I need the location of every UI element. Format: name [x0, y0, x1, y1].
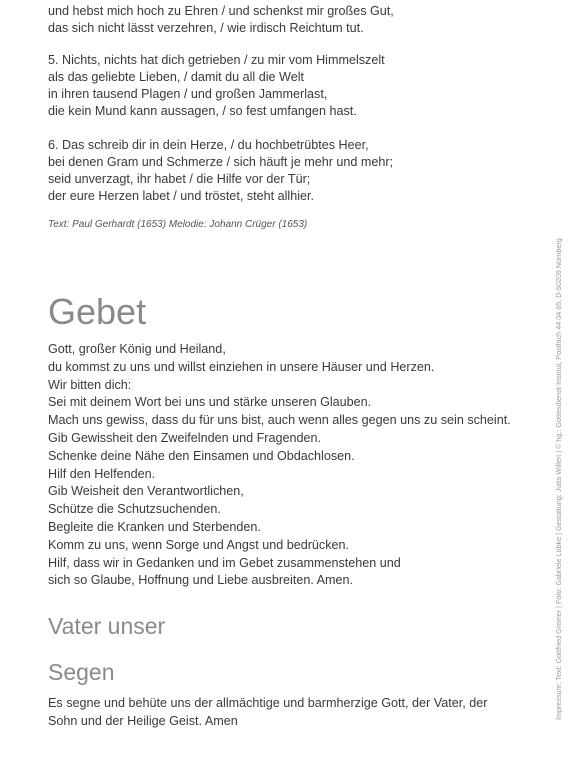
hymn-stanza-4-end — [48, 3, 394, 37]
prayer-line: Begleite die Kranken und Sterbenden. — [48, 519, 261, 534]
prayer-line: sich so Glaube, Hoffnung und Liebe ausbreiten. Amen. — [48, 573, 354, 588]
hymn-line: das sich nicht lässt verzehren, / wie irdisch Reichtum tut. — [48, 21, 364, 35]
prayer-line: Gib Weisheit den Verantwortlichen, — [48, 484, 244, 499]
hymn-line: 6. Das schreib dir in dein Herze, / du hochbetrübtes Heer, — [48, 138, 369, 152]
impressum-sidebar: Impressum: Text: Gottfried Greiner | Foto: Gabriele Lübke | Gestaltung: Jutta Willert | © hg.: Gottesdienst-Institut, Postfach 44 04 65, D-90209 Nürnberg — [554, 238, 563, 720]
prayer-line: Mach uns gewiss, dass du für uns bist, auch wenn alles gegen uns zu sein scheint. — [48, 413, 511, 428]
hymn-stanza-6 — [48, 137, 393, 205]
hymn-line: 5. Nichts, nichts hat dich getrieben / zu mir vom Himmelszelt — [48, 53, 385, 67]
hymn-line: bei denen Gram und Schmerze / sich häuft je mehr und mehr; — [48, 155, 394, 169]
hymn-credit: Text: Paul Gerhardt (1653) Melodie: Johann Crüger (1653) — [48, 219, 308, 230]
hymn-line: als das geliebte Lieben, / damit du all die Welt — [48, 70, 304, 84]
prayer-line: Schenke deine Nähe den Einsamen und Obdachlosen. — [48, 448, 355, 463]
prayer-line: Hilf den Helfenden. — [48, 466, 156, 481]
hymn-line: in ihren tausend Plagen / und großen Jammerlast, — [48, 87, 328, 101]
hymn-stanza-5 — [48, 52, 385, 120]
prayer-line: Gott, großer König und Heiland, — [48, 342, 226, 356]
prayer-line: Sei mit deinem Wort bei uns und stärke unseren Glauben. — [48, 395, 372, 410]
section-title-vater-unser: Vater unser — [48, 613, 166, 639]
prayer-line: Komm zu uns, wenn Sorge und Angst und bedrücken. — [48, 537, 350, 552]
hymn-line: seid unverzagt, ihr habet / die Hilfe vor der Tür; — [48, 172, 311, 186]
prayer-line: Wir bitten dich: — [48, 377, 132, 392]
blessing-line: Sohn und der Heilige Geist. Amen — [48, 713, 238, 728]
prayer-line: du kommst zu uns und willst einziehen in unsere Häuser und Herzen. — [48, 359, 435, 374]
blessing-text — [48, 695, 487, 730]
section-title-segen: Segen — [48, 659, 115, 685]
hymn-line: die kein Mund kann aussagen, / so fest umfangen hast. — [48, 104, 357, 118]
hymn-line: der eure Herzen labet / und tröstet, steht allhier. — [48, 189, 315, 203]
hymn-line: und hebst mich hoch zu Ehren / und schenkst mir großes Gut, — [48, 4, 394, 18]
blessing-line: Es segne und behüte uns der allmächtige und barmherzige Gott, der Vater, der — [48, 696, 488, 710]
prayer-line: Schütze die Schutzsuchenden. — [48, 502, 221, 517]
prayer-line: Hilf, dass wir in Gedanken und im Gebet zusammenstehen und — [48, 555, 401, 570]
section-title-gebet: Gebet — [48, 291, 147, 332]
prayer-line: Gib Gewissheit den Zweifelnden und Fragenden. — [48, 430, 322, 445]
prayer-text — [48, 341, 511, 590]
